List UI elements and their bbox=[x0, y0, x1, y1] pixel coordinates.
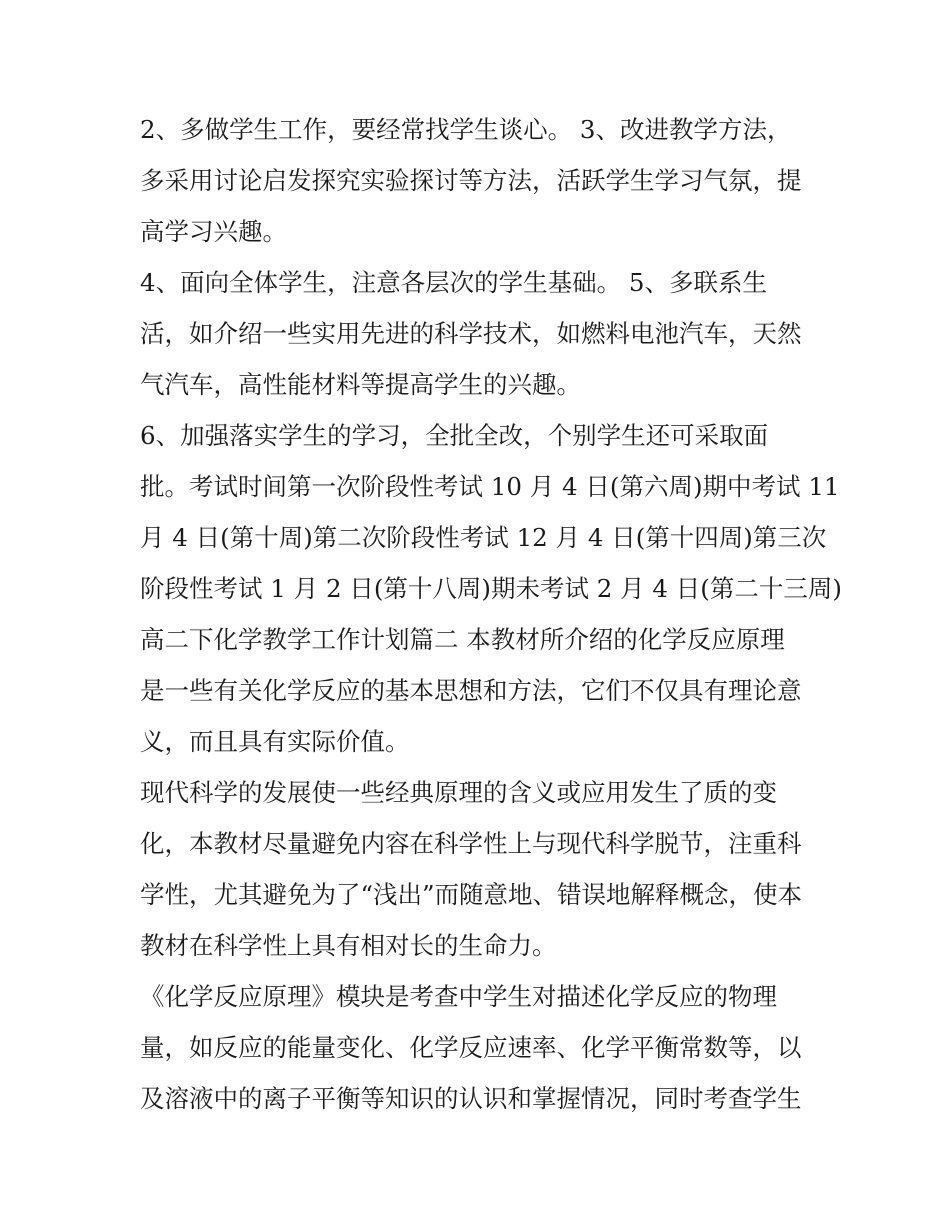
text-line: 高二下化学教学工作计划篇二 本教材所介绍的化学反应原理 bbox=[140, 625, 785, 654]
text-line: 是一些有关化学反应的基本思想和方法，它们不仅具有理论意 bbox=[140, 676, 802, 705]
text-line: 气汽车，高性能材料等提高学生的兴趣。 bbox=[140, 370, 581, 399]
text-line: 义，而且具有实际价值。 bbox=[140, 727, 410, 756]
text-line: 月 4 日(第十周)第二次阶段性考试 12 月 4 日(第十四周)第三次 bbox=[140, 523, 827, 552]
text-line: 2、多做学生工作，要经常找学生谈心。 3、改进教学方法， bbox=[140, 115, 792, 144]
text-line: 活，如介绍一些实用先进的科学技术，如燃料电池汽车，天然 bbox=[140, 319, 802, 348]
text-line: 6、加强落实学生的学习，全批全改，个别学生还可采取面 bbox=[140, 421, 769, 450]
text-line: 4、面向全体学生，注意各层次的学生基础。 5、多联系生 bbox=[140, 268, 767, 297]
text-line: 《化学反应原理》模块是考查中学生对描述化学反应的物理 bbox=[140, 982, 777, 1011]
text-line: 高学习兴趣。 bbox=[140, 217, 287, 246]
text-line: 量，如反应的能量变化、化学反应速率、化学平衡常数等，以 bbox=[140, 1033, 802, 1062]
body-text bbox=[140, 104, 842, 1124]
text-line: 现代科学的发展使一些经典原理的含义或应用发生了质的变 bbox=[140, 778, 777, 807]
text-line: 教材在科学性上具有相对长的生命力。 bbox=[140, 931, 557, 960]
text-line: 批。考试时间第一次阶段性考试 10 月 4 日(第六周)期中考试 11 bbox=[140, 472, 840, 501]
text-line: 多采用讨论启发探究实验探讨等方法，活跃学生学习气氛，提 bbox=[140, 166, 802, 195]
text-line: 及溶液中的离子平衡等知识的认识和掌握情况，同时考查学生 bbox=[140, 1084, 802, 1113]
text-line: 阶段性考试 1 月 2 日(第十八周)期未考试 2 月 4 日(第二十三周) bbox=[140, 574, 842, 603]
text-line: 学性，尤其避免为了“浅出”而随意地、错误地解释概念，使本 bbox=[140, 880, 803, 909]
text-line: 化，本教材尽量避免内容在科学性上与现代科学脱节，注重科 bbox=[140, 829, 802, 858]
